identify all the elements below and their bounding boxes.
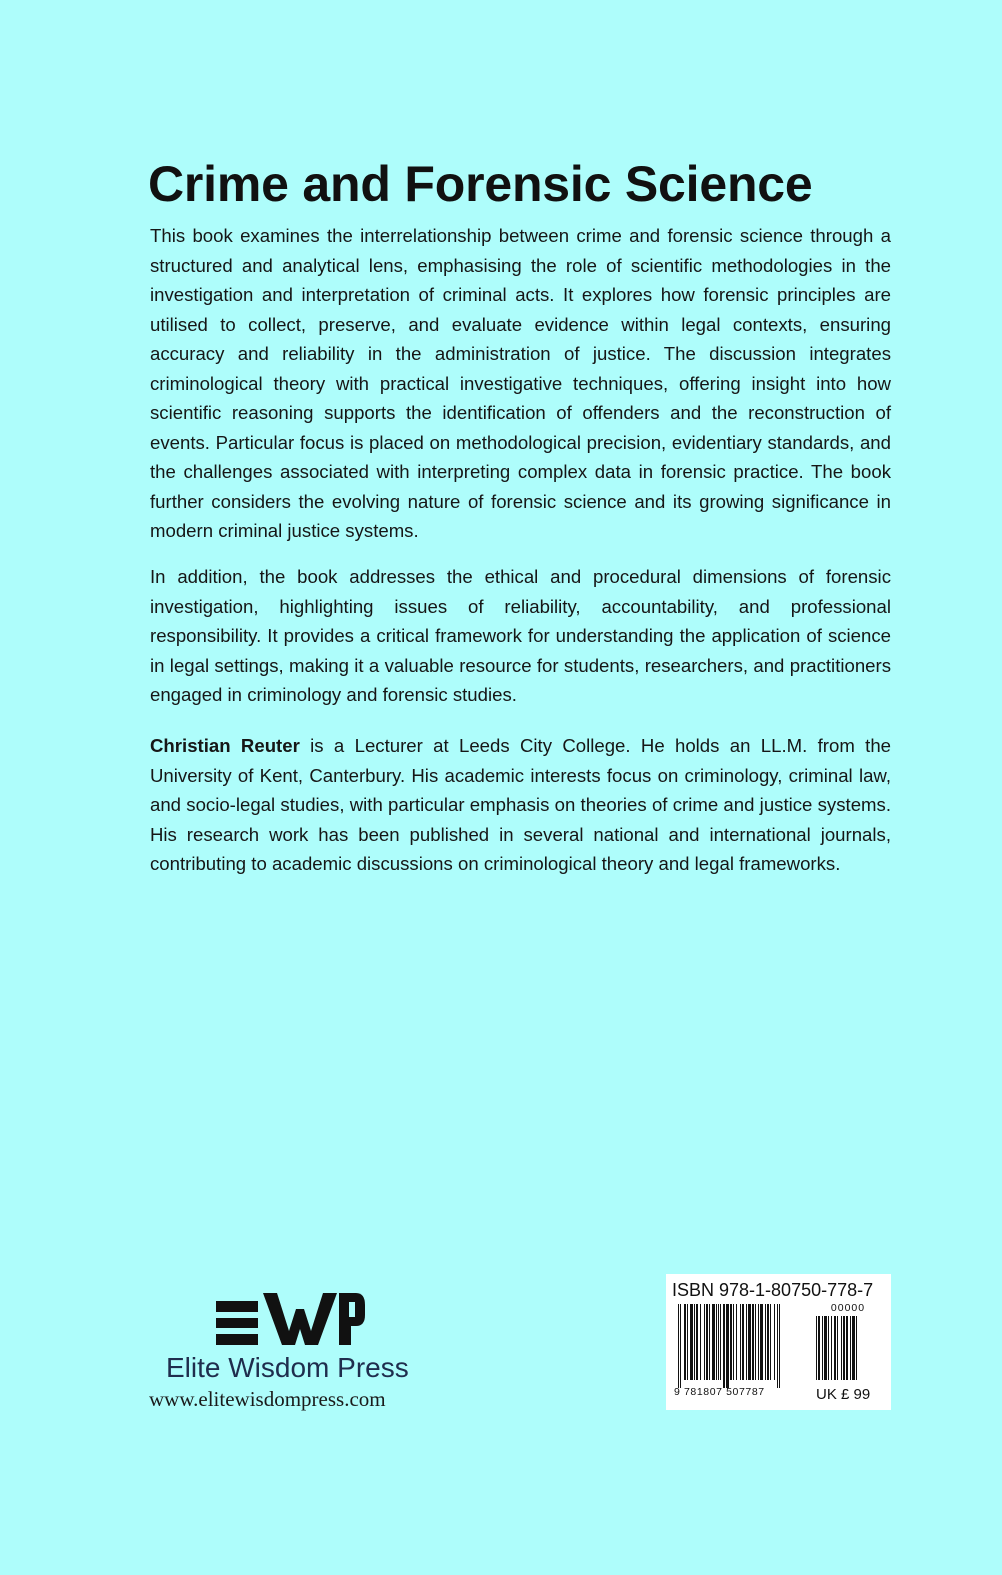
barcode-bar — [696, 1304, 698, 1380]
barcode-bar — [856, 1316, 857, 1380]
publisher-logo-icon — [213, 1291, 369, 1351]
barcode-bar — [770, 1304, 771, 1380]
barcode-bar — [767, 1304, 769, 1380]
description-paragraph-1: This book examines the interrelationship between crime and forensic science through a structured and analytical lens, emphasising the role of scientific methodologies in the investigation and interpretation of criminal acts. It explores how forensic principles are utilised to collect, preserve, and evaluate evidence within legal contexts, ensuring accuracy and reliability in the administration of justice. The discussion integrates criminological theory with practical investigative techniques, offering insight into how scientific reasoning supports the identification of offenders and the reconstruction of events. Particular focus is placed on methodological precision, evidentiary standards, and the challenges associated with interpreting complex data in forensic practice. The book further considers the evolving nature of forensic science and its growing significance in modern criminal justice systems. — [150, 225, 891, 541]
barcode-bar — [850, 1316, 851, 1380]
barcode-bar — [755, 1304, 756, 1380]
barcode-bar — [687, 1304, 688, 1380]
barcode-bar — [765, 1304, 766, 1380]
barcode-bar — [680, 1304, 681, 1388]
publisher-name: Elite Wisdom Press — [166, 1352, 409, 1383]
barcode-addon-bars — [816, 1316, 876, 1382]
author-name: Christian Reuter — [150, 735, 300, 756]
barcode-bar — [816, 1316, 817, 1380]
barcode-bar — [828, 1316, 829, 1380]
barcode-bar — [690, 1304, 693, 1380]
barcode-bar — [684, 1304, 686, 1380]
barcode-bar — [777, 1304, 778, 1388]
barcode-addon-digits: 00000 — [830, 1302, 866, 1314]
isbn-label: ISBN 978-1-80750-778-7 — [672, 1280, 874, 1300]
barcode-main-bars — [678, 1304, 800, 1388]
barcode-bar — [694, 1304, 695, 1380]
barcode-bar — [846, 1316, 848, 1380]
description-paragraph-2: In addition, the book addresses the ethical and procedural dimensions of forensic investigation, highlighting issues of reliability, accountability, and professional responsibility. It provides a critical framework for understanding the application of science in legal settings, making it a valuable resource for students, researchers, and practitioners engaged in criminology and forensic studies. — [150, 566, 891, 705]
barcode-bar — [736, 1304, 737, 1380]
barcode-bar — [837, 1316, 838, 1380]
author-bio-paragraph — [150, 731, 891, 879]
barcode-bar — [831, 1316, 832, 1380]
barcode-bar — [841, 1316, 842, 1380]
barcode-bar — [752, 1304, 754, 1380]
barcode-bar — [824, 1316, 827, 1380]
barcode-bar — [720, 1304, 721, 1380]
author-bio-text: is a Lecturer at Leeds City College. He holds an LL.M. from the University of Kent, Canterbury. His academic interests focus on criminology, criminal law, and socio-legal studies, with particular emphasis on theories of crime and justice systems. His research work has been published in several national and international journals, contributing to academic discussions on criminological theory and legal frameworks. — [150, 735, 892, 874]
barcode-bar — [742, 1304, 744, 1380]
barcode-bar — [678, 1304, 679, 1388]
barcode-bar — [712, 1304, 715, 1380]
barcode-bar — [822, 1316, 823, 1380]
barcode-bar — [700, 1304, 701, 1380]
barcode-bar — [718, 1304, 719, 1380]
barcode-bar — [704, 1304, 705, 1380]
publisher-url: www.elitewisdompress.com — [149, 1387, 386, 1411]
barcode-bar — [758, 1304, 759, 1380]
barcode-bar — [730, 1304, 732, 1380]
barcode-bar — [723, 1304, 725, 1388]
barcode-bar — [733, 1304, 734, 1380]
barcode-bar — [726, 1304, 729, 1388]
barcode-bar — [716, 1304, 717, 1380]
price-label: UK £ 99 — [816, 1386, 871, 1403]
barcode-bar — [818, 1316, 820, 1380]
barcode-bar — [740, 1304, 741, 1380]
isbn-barcode — [666, 1274, 891, 1410]
barcode-bar — [709, 1304, 710, 1380]
barcode-bar — [843, 1316, 845, 1380]
book-title: Crime and Forensic Science — [148, 156, 813, 212]
barcode-bar — [760, 1304, 763, 1380]
barcode-digits: 9 781807 507787 — [674, 1386, 765, 1398]
barcode-bar — [746, 1304, 747, 1380]
barcode-bar — [834, 1316, 836, 1380]
barcode-bar — [774, 1304, 775, 1380]
barcode-bar — [779, 1304, 780, 1388]
barcode-bar — [852, 1316, 855, 1380]
barcode-bar — [706, 1304, 708, 1380]
barcode-bar — [748, 1304, 751, 1380]
